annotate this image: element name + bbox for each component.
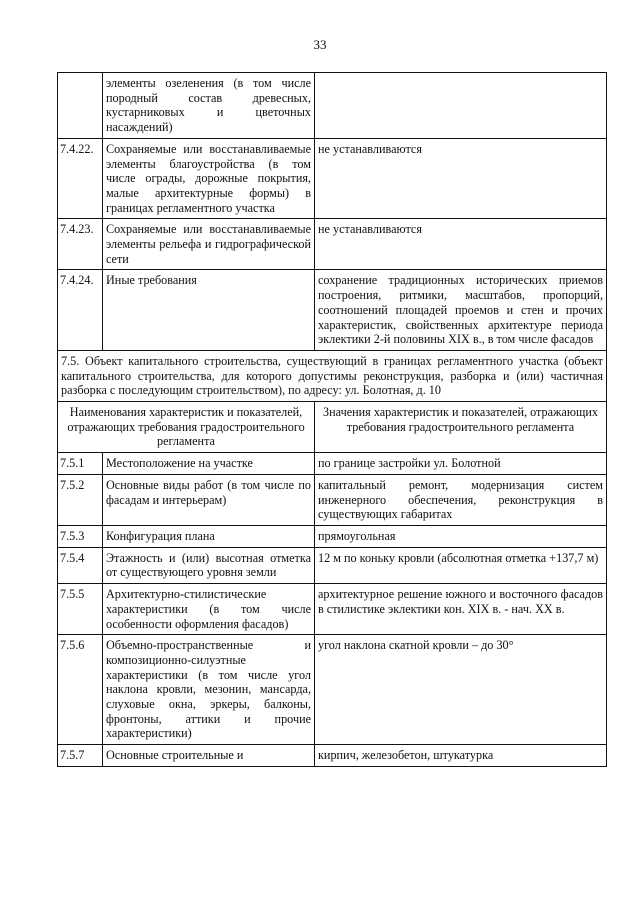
- characteristic-value: кирпич, железобетон, штукатурка: [315, 745, 607, 767]
- section-title-row: [58, 350, 607, 401]
- row-number: 7.4.24.: [58, 270, 103, 351]
- section-title: 7.5. Объект капитального строительства, существующий в границах регламентного участка (объект капитального строительства, для которого допустимы реконструкция, разборка и (или) частичная разборка с последующим строительством), по адресу: ул. Болотная, д. 10: [58, 350, 607, 401]
- characteristic-value: не устанавливаются: [315, 219, 607, 270]
- table-row: [58, 547, 607, 583]
- characteristic-value: [315, 73, 607, 139]
- characteristic-value: по границе застройки ул. Болотной: [315, 453, 607, 475]
- characteristic-value: капитальный ремонт, модернизация систем инженерного обеспечения, реконструкция в существующих габаритах: [315, 474, 607, 525]
- table-row: [58, 474, 607, 525]
- table-row: [58, 584, 607, 635]
- table-row: [58, 138, 607, 219]
- table-row: [58, 525, 607, 547]
- row-number: 7.5.5: [58, 584, 103, 635]
- characteristic-name: Сохраняемые или восстанавливаемые элементы благоустройства (в том числе ограды, дорожные покрытия, малые архитектурные формы) в границах регламентного участка: [103, 138, 315, 219]
- characteristic-name: Иные требования: [103, 270, 315, 351]
- characteristic-value: угол наклона скатной кровли – до 30°: [315, 635, 607, 745]
- characteristic-value: сохранение традиционных исторических приемов построения, ритмики, масштабов, пропорций, соотношений площадей проемов и стен и прочих характеристик, свойственных архитектуре периода эклектики 2-й половины XIX в., в том числе фасадов: [315, 270, 607, 351]
- header-value: Значения характеристик и показателей, отражающих требования градостроительного регламента: [315, 402, 607, 453]
- row-number: 7.5.6: [58, 635, 103, 745]
- characteristic-name: Сохраняемые или восстанавливаемые элементы рельефа и гидрографической сети: [103, 219, 315, 270]
- row-number: 7.4.23.: [58, 219, 103, 270]
- table-row: [58, 453, 607, 475]
- row-number: 7.4.22.: [58, 138, 103, 219]
- row-number: 7.5.4: [58, 547, 103, 583]
- regulation-table: [57, 72, 607, 767]
- row-number: 7.5.2: [58, 474, 103, 525]
- row-number: [58, 73, 103, 139]
- row-number: 7.5.3: [58, 525, 103, 547]
- characteristic-name: элементы озеленения (в том числе породный состав древесных, кустарниковых и цветочных насаждений): [103, 73, 315, 139]
- page-number: 33: [313, 37, 327, 52]
- header-row: [58, 402, 607, 453]
- table-row: [58, 745, 607, 767]
- characteristic-value: 12 м по коньку кровли (абсолютная отметка +137,7 м): [315, 547, 607, 583]
- table-row: [58, 219, 607, 270]
- characteristic-name: Конфигурация плана: [103, 525, 315, 547]
- characteristic-value: не устанавливаются: [315, 138, 607, 219]
- table-row: [58, 73, 607, 139]
- header-characteristic: Наименования характеристик и показателей, отражающих требования градостроительного регламента: [58, 402, 315, 453]
- table-row: [58, 270, 607, 351]
- row-number: 7.5.1: [58, 453, 103, 475]
- characteristic-name: Основные строительные и: [103, 745, 315, 767]
- table-row: [58, 635, 607, 745]
- row-number: 7.5.7: [58, 745, 103, 767]
- characteristic-value: прямоугольная: [315, 525, 607, 547]
- characteristic-name: Этажность и (или) высотная отметка от существующего уровня земли: [103, 547, 315, 583]
- characteristic-name: Местоположение на участке: [103, 453, 315, 475]
- characteristic-name: Архитектурно-стилистические характеристики (в том числе особенности оформления фасадов): [103, 584, 315, 635]
- characteristic-value: архитектурное решение южного и восточного фасадов в стилистике эклектики кон. XIX в. - нач. XX в.: [315, 584, 607, 635]
- characteristic-name: Объемно-пространственные и композиционно-силуэтные характеристики (в том числе угол наклона кровли, мезонин, мансарда, слуховые окна, эркеры, балконы, фронтоны, аттики и прочие характеристики): [103, 635, 315, 745]
- characteristic-name: Основные виды работ (в том числе по фасадам и интерьерам): [103, 474, 315, 525]
